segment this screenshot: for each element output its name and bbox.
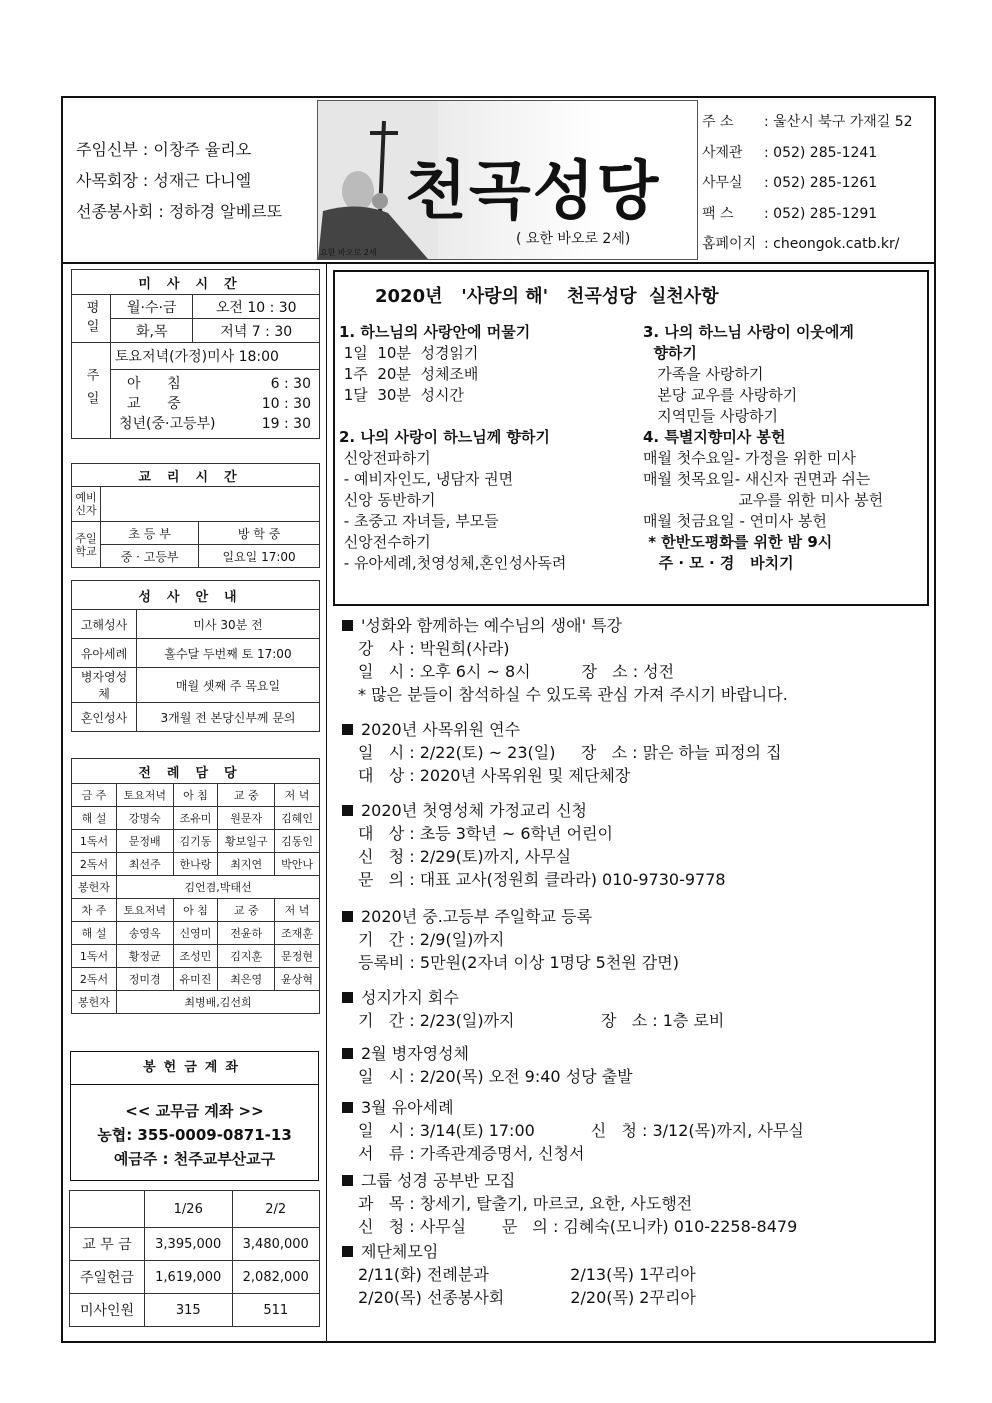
notice-line: 대 상 : 초등 3학년 ~ 6학년 어린이 [358, 824, 613, 843]
practice-left-column [339, 322, 639, 574]
notice-line: 2/11(화) 전례분과 2/13(목) 1꾸리아 [358, 1265, 696, 1284]
square-bullet-icon [342, 911, 353, 922]
practice-item: 매월 첫수요일- 가정을 위한 미사 [643, 449, 856, 467]
notice-heading [342, 799, 932, 822]
notice-title: 제단체모임 [361, 1242, 439, 1261]
table-row: 1독서 문정배 김기동 황보일구 김동인 [72, 830, 320, 853]
notice-title: 성지가지 회수 [361, 988, 459, 1007]
practice-item: 신앙 동반하기 [339, 491, 436, 509]
square-bullet-icon [342, 620, 353, 631]
table-row: 봉헌자 김언겸,박태선 [72, 876, 320, 899]
notice-item [342, 1042, 932, 1088]
practice-item: - 유아세례,첫영성체,혼인성사독려 [339, 554, 567, 572]
square-bullet-icon [342, 1246, 353, 1257]
practice-item: 1달 30분 성시간 [339, 386, 464, 404]
practice-item: 매월 첫금요일 - 연미사 봉헌 [643, 512, 827, 530]
table-row: 해 설 송영옥 신영미 전윤하 조재훈 [72, 922, 320, 945]
practice-item: 지역민들 사랑하기 [643, 407, 778, 425]
table-row: 2독서 최선주 한나랑 최지연 박안나 [72, 853, 320, 876]
notice-line: 서 류 : 가족관계증명서, 신청서 [358, 1144, 585, 1163]
practice-item: 가족을 사랑하기 [643, 365, 764, 383]
notice-title: 3월 유아세례 [361, 1098, 454, 1117]
photo-caption: 요한 바오로 2세 [320, 248, 377, 257]
mass-time-table: 미사시간 평일 월·수·금 오전 10 : 30 화,목 저녁 7 : 30 주일 토요저녁(가정)미사 18:00 아 침 6 : 30 교 중 10 : 30 청년(중·고등부) 19 : 30 [71, 269, 320, 439]
square-bullet-icon [342, 1102, 353, 1113]
practice-item: 신앙전수하기 [339, 533, 431, 551]
notice-item [342, 905, 932, 974]
practice-title: 2020년 '사랑의 해' 천곡성당 실천사항 [375, 286, 719, 307]
notice-line: 문 의 : 대표 교사(정원희 클라라) 010-9730-9778 [358, 870, 726, 889]
table-row: 1독서 황정균 조성민 김지훈 문정현 [72, 945, 320, 968]
account-box: 봉헌금계좌 << 교무금 계좌 >> 농협: 355-0009-0871-13 예금주 : 천주교부산교구 [70, 1051, 319, 1181]
contact-row: 주 소 : 울산시 북구 가재길 52 [702, 114, 913, 130]
notice-title: 2020년 중.고등부 주일학교 등록 [361, 907, 593, 926]
practice-item: 교우를 위한 미사 봉헌 [643, 491, 884, 509]
staff-row: 주임신부 : 이창주 율리오 [76, 140, 252, 159]
practice-box [333, 270, 929, 606]
contact-row: 홈페이지 : cheongok.catb.kr/ [702, 236, 900, 252]
practice-item: * 한반도평화를 위한 밤 9시 [643, 533, 833, 551]
practice-item: 3. 나의 하느님 사랑이 이웃에게 [643, 323, 854, 341]
practice-item: 신앙전파하기 [339, 449, 431, 467]
notice-line: 일 시 : 3/14(토) 17:00 신 청 : 3/12(목)까지, 사무실 [358, 1121, 804, 1140]
table-row: 봉헌자 최병배,김선희 [72, 991, 320, 1014]
notice-title: 2020년 사목위원 연수 [361, 720, 521, 739]
practice-item: 향하기 [643, 344, 697, 362]
practice-item: 1주 20분 성체조배 [339, 365, 479, 383]
notice-line: 과 목 : 창세기, 탈출기, 마르코, 요한, 사도행전 [358, 1194, 693, 1213]
notice-line: 일 시 : 오후 6시 ~ 8시 장 소 : 성전 [358, 662, 675, 681]
notice-title: 2월 병자영성체 [361, 1044, 470, 1063]
notice-heading [342, 1169, 932, 1192]
notice-line: * 많은 분들이 참석하실 수 있도록 관심 가져 주시기 바랍니다. [358, 685, 788, 704]
mass-title: 미사시간 [72, 270, 320, 295]
contact-row: 팩 스 : 052) 285-1291 [702, 205, 878, 222]
contact-row: 사제관 : 052) 285-1241 [702, 144, 878, 161]
notice-item [342, 1240, 932, 1309]
notice-title: 2020년 첫영성체 가정교리 신청 [361, 801, 587, 820]
practice-item: 4. 특별지향미사 봉헌 [643, 428, 786, 446]
table-row: 주일헌금 1,619,000 2,082,000 [70, 1261, 320, 1294]
sacraments-table: 성사안내 고해성사 미사 30분 전 유아세례 홀수달 두번째 토 17:00 병자영성체 매월 셋째 주 목요일 혼인성사 3개월 전 본당신부께 문의 [71, 580, 320, 732]
notice-list [342, 614, 932, 1309]
contact-info [702, 107, 913, 260]
staff-row: 사목회장 : 성재근 다니엘 [76, 171, 252, 190]
notice-line: 등록비 : 5만원(2자녀 이상 1명당 5천원 감면) [358, 953, 679, 972]
liturgy-table: 전례담당 금 주 토요저녁 아 침 교 중 저 녁 해 설 강명숙 조유미 원문자 김혜인 1독서 문정배 김기동 황보일구 김동인 2독서 최선주 한나랑 최지연 박안나 봉헌자 김언겸,박태선 차 주 토요저녁 아 침 교 중 저 녁 해 설 송영옥 신영미 전윤하 조재훈 1독서 황정균 조성민 김지훈 문정현 2독서 정미경 유미진 최은영 윤상혁 봉헌자 최병배,김선희 [71, 758, 320, 1014]
notice-item [342, 1169, 932, 1238]
contact-row: 사무실 : 052) 285-1261 [702, 175, 878, 191]
practice-item: - 예비자인도, 냉담자 권면 [339, 470, 514, 488]
notice-title: '성화와 함께하는 예수님의 생애' 특강 [361, 616, 622, 635]
notice-heading [342, 1096, 932, 1119]
practice-item: 매월 첫목요일- 새신자 권면과 쉬는 [643, 470, 871, 488]
notice-line: 대 상 : 2020년 사목위원 및 제단체장 [358, 766, 631, 785]
notice-item [342, 718, 932, 787]
notice-heading [342, 1240, 932, 1263]
notice-line: 신 청 : 사무실 문 의 : 김혜숙(모니카) 010-2258-8479 [358, 1217, 798, 1236]
table-row: 2독서 정미경 유미진 최은영 윤상혁 [72, 968, 320, 991]
catechism-table: 교리시간 예비신자 주일학교 초 등 부 방 학 중 중 · 고등부 일요일 17:00 [71, 463, 320, 568]
notice-heading [342, 614, 932, 637]
notice-item [342, 799, 932, 891]
notice-item [342, 986, 932, 1032]
practice-item: - 초중고 자녀들, 부모들 [339, 512, 499, 530]
notice-heading [342, 718, 932, 741]
notice-line: 기 간 : 2/23(일)까지 장 소 : 1층 로비 [358, 1011, 725, 1030]
notice-line: 강 사 : 박원희(사라) [358, 639, 510, 658]
notice-line: 기 간 : 2/9(일)까지 [358, 930, 505, 949]
table-row: 미사인원 315 511 [70, 1294, 320, 1327]
finance-table: 1/26 2/2 교 무 금 3,395,000 3,480,000 주일헌금 1,619,000 2,082,000 미사인원 315 511 [69, 1190, 320, 1327]
column-divider [326, 262, 327, 1343]
practice-item: 본당 교우를 사랑하기 [643, 386, 798, 404]
sunday-mass-list: 아 침 6 : 30 교 중 10 : 30 청년(중·고등부) 19 : 30 [111, 370, 320, 439]
church-title: 천곡성당 [405, 154, 661, 229]
account-details: << 교무금 계좌 >> 농협: 355-0009-0871-13 예금주 : 천주교부산교구 [97, 1102, 292, 1168]
notice-heading [342, 1042, 932, 1065]
notice-line: 2/20(목) 선종봉사회 2/20(목) 2꾸리아 [358, 1288, 696, 1307]
square-bullet-icon [342, 1175, 353, 1186]
notice-line: 일 시 : 2/20(목) 오전 9:40 성당 출발 [358, 1067, 633, 1086]
notice-heading [342, 905, 932, 928]
patron-subtitle: ( 요한 바오로 2세) [516, 231, 631, 247]
notice-item [342, 614, 932, 706]
notice-line: 신 청 : 2/29(토)까지, 사무실 [358, 847, 572, 866]
practice-item: 2. 나의 사랑이 하느님께 향하기 [339, 428, 550, 446]
table-row: 교 무 금 3,395,000 3,480,000 [70, 1228, 320, 1261]
square-bullet-icon [342, 1048, 353, 1059]
staff-row: 선종봉사회 : 정하경 알베르또 [76, 202, 283, 221]
header-divider [61, 262, 936, 264]
practice-item: 주 · 모 · 경 바치기 [643, 554, 794, 572]
square-bullet-icon [342, 805, 353, 816]
notice-heading [342, 986, 932, 1009]
practice-item: 1일 10분 성경읽기 [339, 344, 479, 362]
square-bullet-icon [342, 724, 353, 735]
table-row: 해 설 강명숙 조유미 원문자 김혜인 [72, 807, 320, 830]
practice-item [339, 406, 639, 427]
square-bullet-icon [342, 992, 353, 1003]
notice-item [342, 1096, 932, 1165]
practice-right-column [643, 322, 933, 574]
practice-item: 1. 하느님의 사랑안에 머물기 [339, 323, 531, 341]
staff-list [76, 134, 282, 227]
notice-title: 그룹 성경 공부반 모집 [361, 1171, 516, 1190]
notice-line: 일 시 : 2/22(토) ~ 23(일) 장 소 : 맑은 하늘 피정의 집 [358, 743, 782, 762]
